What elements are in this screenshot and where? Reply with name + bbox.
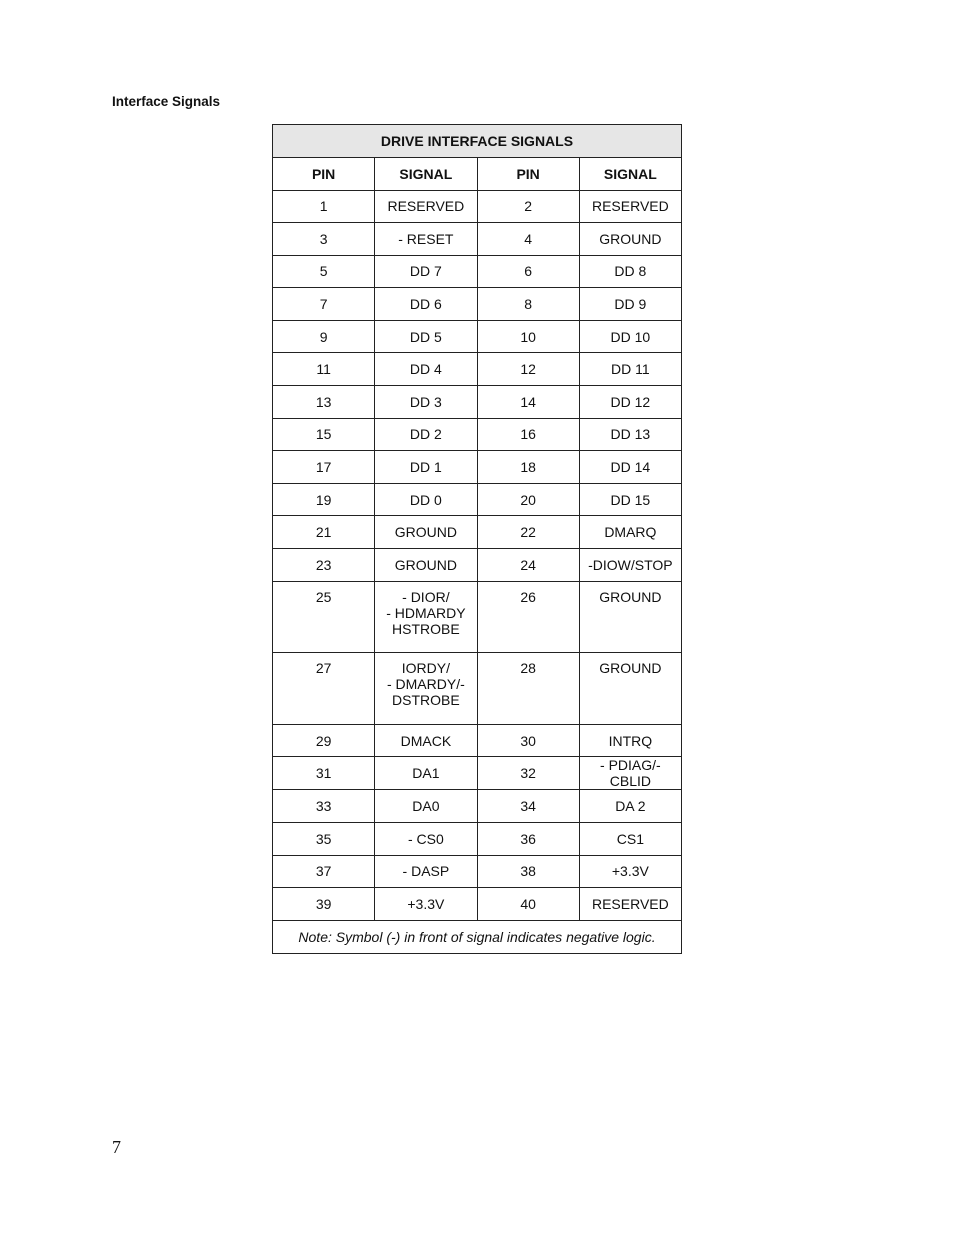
table-row bbox=[273, 653, 682, 725]
pin-cell: 33 bbox=[273, 790, 375, 823]
signal-cell: CS1 bbox=[579, 823, 681, 856]
signal-cell: DD 11 bbox=[579, 353, 681, 386]
pin-cell: 25 bbox=[273, 581, 375, 653]
pin-cell: 5 bbox=[273, 255, 375, 288]
signal-line: DSTROBE bbox=[392, 692, 460, 709]
header-pin: PIN bbox=[273, 158, 375, 191]
signal-cell: RESERVED bbox=[579, 190, 681, 223]
signal-cell: DD 12 bbox=[579, 386, 681, 419]
signal-line: IORDY/ bbox=[401, 660, 450, 677]
pin-cell: 4 bbox=[477, 223, 579, 256]
pin-cell: 7 bbox=[273, 288, 375, 321]
pin-cell: 34 bbox=[477, 790, 579, 823]
table-row bbox=[273, 223, 682, 256]
pin-cell: 6 bbox=[477, 255, 579, 288]
table-row bbox=[273, 516, 682, 549]
pin-cell: 35 bbox=[273, 823, 375, 856]
signal-line: - DMARDY/- bbox=[386, 676, 465, 693]
pin-cell: 19 bbox=[273, 483, 375, 516]
signal-cell: DD 14 bbox=[579, 451, 681, 484]
signal-cell: - RESET bbox=[375, 223, 477, 256]
signal-cell: DD 3 bbox=[375, 386, 477, 419]
table-row bbox=[273, 320, 682, 353]
header-signal: SIGNAL bbox=[579, 158, 681, 191]
signal-cell bbox=[375, 581, 477, 653]
signal-cell: +3.3V bbox=[375, 888, 477, 921]
signal-cell: DD 13 bbox=[579, 418, 681, 451]
table-row bbox=[273, 255, 682, 288]
pin-cell: 39 bbox=[273, 888, 375, 921]
signal-cell: DD 9 bbox=[579, 288, 681, 321]
signal-cell: RESERVED bbox=[375, 190, 477, 223]
table-header-row bbox=[273, 158, 682, 191]
table-row bbox=[273, 855, 682, 888]
section-title: Interface Signals bbox=[112, 94, 221, 109]
pin-cell: 24 bbox=[477, 549, 579, 582]
pin-cell: 11 bbox=[273, 353, 375, 386]
table-row bbox=[273, 418, 682, 451]
pin-cell: 22 bbox=[477, 516, 579, 549]
drive-interface-signals-table bbox=[272, 124, 682, 954]
signal-cell: GROUND bbox=[375, 549, 477, 582]
pin-cell: 1 bbox=[273, 190, 375, 223]
pin-cell: 14 bbox=[477, 386, 579, 419]
pin-cell: 15 bbox=[273, 418, 375, 451]
signal-cell: RESERVED bbox=[579, 888, 681, 921]
signal-cell: DD 8 bbox=[579, 255, 681, 288]
pin-cell: 31 bbox=[273, 757, 375, 790]
pin-cell: 23 bbox=[273, 549, 375, 582]
pin-cell: 16 bbox=[477, 418, 579, 451]
table-row bbox=[273, 353, 682, 386]
pin-cell: 18 bbox=[477, 451, 579, 484]
table-row bbox=[273, 888, 682, 921]
pin-cell: 12 bbox=[477, 353, 579, 386]
signal-line: - DIOR/ bbox=[402, 588, 450, 605]
pin-cell: 3 bbox=[273, 223, 375, 256]
signal-cell: DD 4 bbox=[375, 353, 477, 386]
signal-cell: DA1 bbox=[375, 757, 477, 790]
signal-cell: DA 2 bbox=[579, 790, 681, 823]
pin-cell: 10 bbox=[477, 320, 579, 353]
signal-cell: - CS0 bbox=[375, 823, 477, 856]
pin-cell: 36 bbox=[477, 823, 579, 856]
signal-cell: DD 2 bbox=[375, 418, 477, 451]
pin-cell: 2 bbox=[477, 190, 579, 223]
pin-cell: 30 bbox=[477, 724, 579, 757]
signal-cell: INTRQ bbox=[579, 724, 681, 757]
pin-cell: 20 bbox=[477, 483, 579, 516]
pin-cell: 32 bbox=[477, 757, 579, 790]
signal-cell: - DASP bbox=[375, 855, 477, 888]
signal-cell: - PDIAG/-CBLID bbox=[579, 757, 681, 790]
pin-cell: 38 bbox=[477, 855, 579, 888]
pin-cell: 29 bbox=[273, 724, 375, 757]
pin-cell: 37 bbox=[273, 855, 375, 888]
table-row bbox=[273, 483, 682, 516]
signal-cell: DD 1 bbox=[375, 451, 477, 484]
table-row bbox=[273, 823, 682, 856]
table-row bbox=[273, 581, 682, 653]
signal-cell: DD 7 bbox=[375, 255, 477, 288]
table-row bbox=[273, 288, 682, 321]
signal-cell: GROUND bbox=[579, 581, 681, 653]
signal-cell: DA0 bbox=[375, 790, 477, 823]
table-row bbox=[273, 724, 682, 757]
table-note-row bbox=[273, 920, 682, 953]
pin-cell: 17 bbox=[273, 451, 375, 484]
pin-cell: 21 bbox=[273, 516, 375, 549]
signal-cell: DD 5 bbox=[375, 320, 477, 353]
page-number: 7 bbox=[112, 1137, 121, 1157]
signal-cell: -DIOW/STOP bbox=[579, 549, 681, 582]
table-row bbox=[273, 451, 682, 484]
signal-cell: DMARQ bbox=[579, 516, 681, 549]
signal-cell: DD 6 bbox=[375, 288, 477, 321]
signal-cell: DD 10 bbox=[579, 320, 681, 353]
pin-cell: 27 bbox=[273, 653, 375, 725]
pin-cell: 40 bbox=[477, 888, 579, 921]
signal-cell: GROUND bbox=[579, 223, 681, 256]
table-title-row bbox=[273, 125, 682, 158]
table-row bbox=[273, 757, 682, 790]
pin-cell: 26 bbox=[477, 581, 579, 653]
signal-cell: GROUND bbox=[579, 653, 681, 725]
header-signal: SIGNAL bbox=[375, 158, 477, 191]
header-pin: PIN bbox=[477, 158, 579, 191]
table-row bbox=[273, 790, 682, 823]
table-title: DRIVE INTERFACE SIGNALS bbox=[273, 125, 682, 158]
signal-cell: DMACK bbox=[375, 724, 477, 757]
signal-cell: GROUND bbox=[375, 516, 477, 549]
pin-cell: 9 bbox=[273, 320, 375, 353]
table-note: Note: Symbol (-) in front of signal indicates negative logic. bbox=[273, 920, 682, 953]
pin-cell: 13 bbox=[273, 386, 375, 419]
signal-line: - HDMARDY bbox=[386, 604, 466, 621]
pin-cell: 28 bbox=[477, 653, 579, 725]
signal-line: HSTROBE bbox=[392, 620, 460, 637]
signal-cell bbox=[375, 653, 477, 725]
table-row bbox=[273, 190, 682, 223]
table-body bbox=[273, 190, 682, 920]
signal-cell: DD 0 bbox=[375, 483, 477, 516]
signal-cell: +3.3V bbox=[579, 855, 681, 888]
table-row bbox=[273, 386, 682, 419]
table-row bbox=[273, 549, 682, 582]
signal-cell: DD 15 bbox=[579, 483, 681, 516]
pin-cell: 8 bbox=[477, 288, 579, 321]
